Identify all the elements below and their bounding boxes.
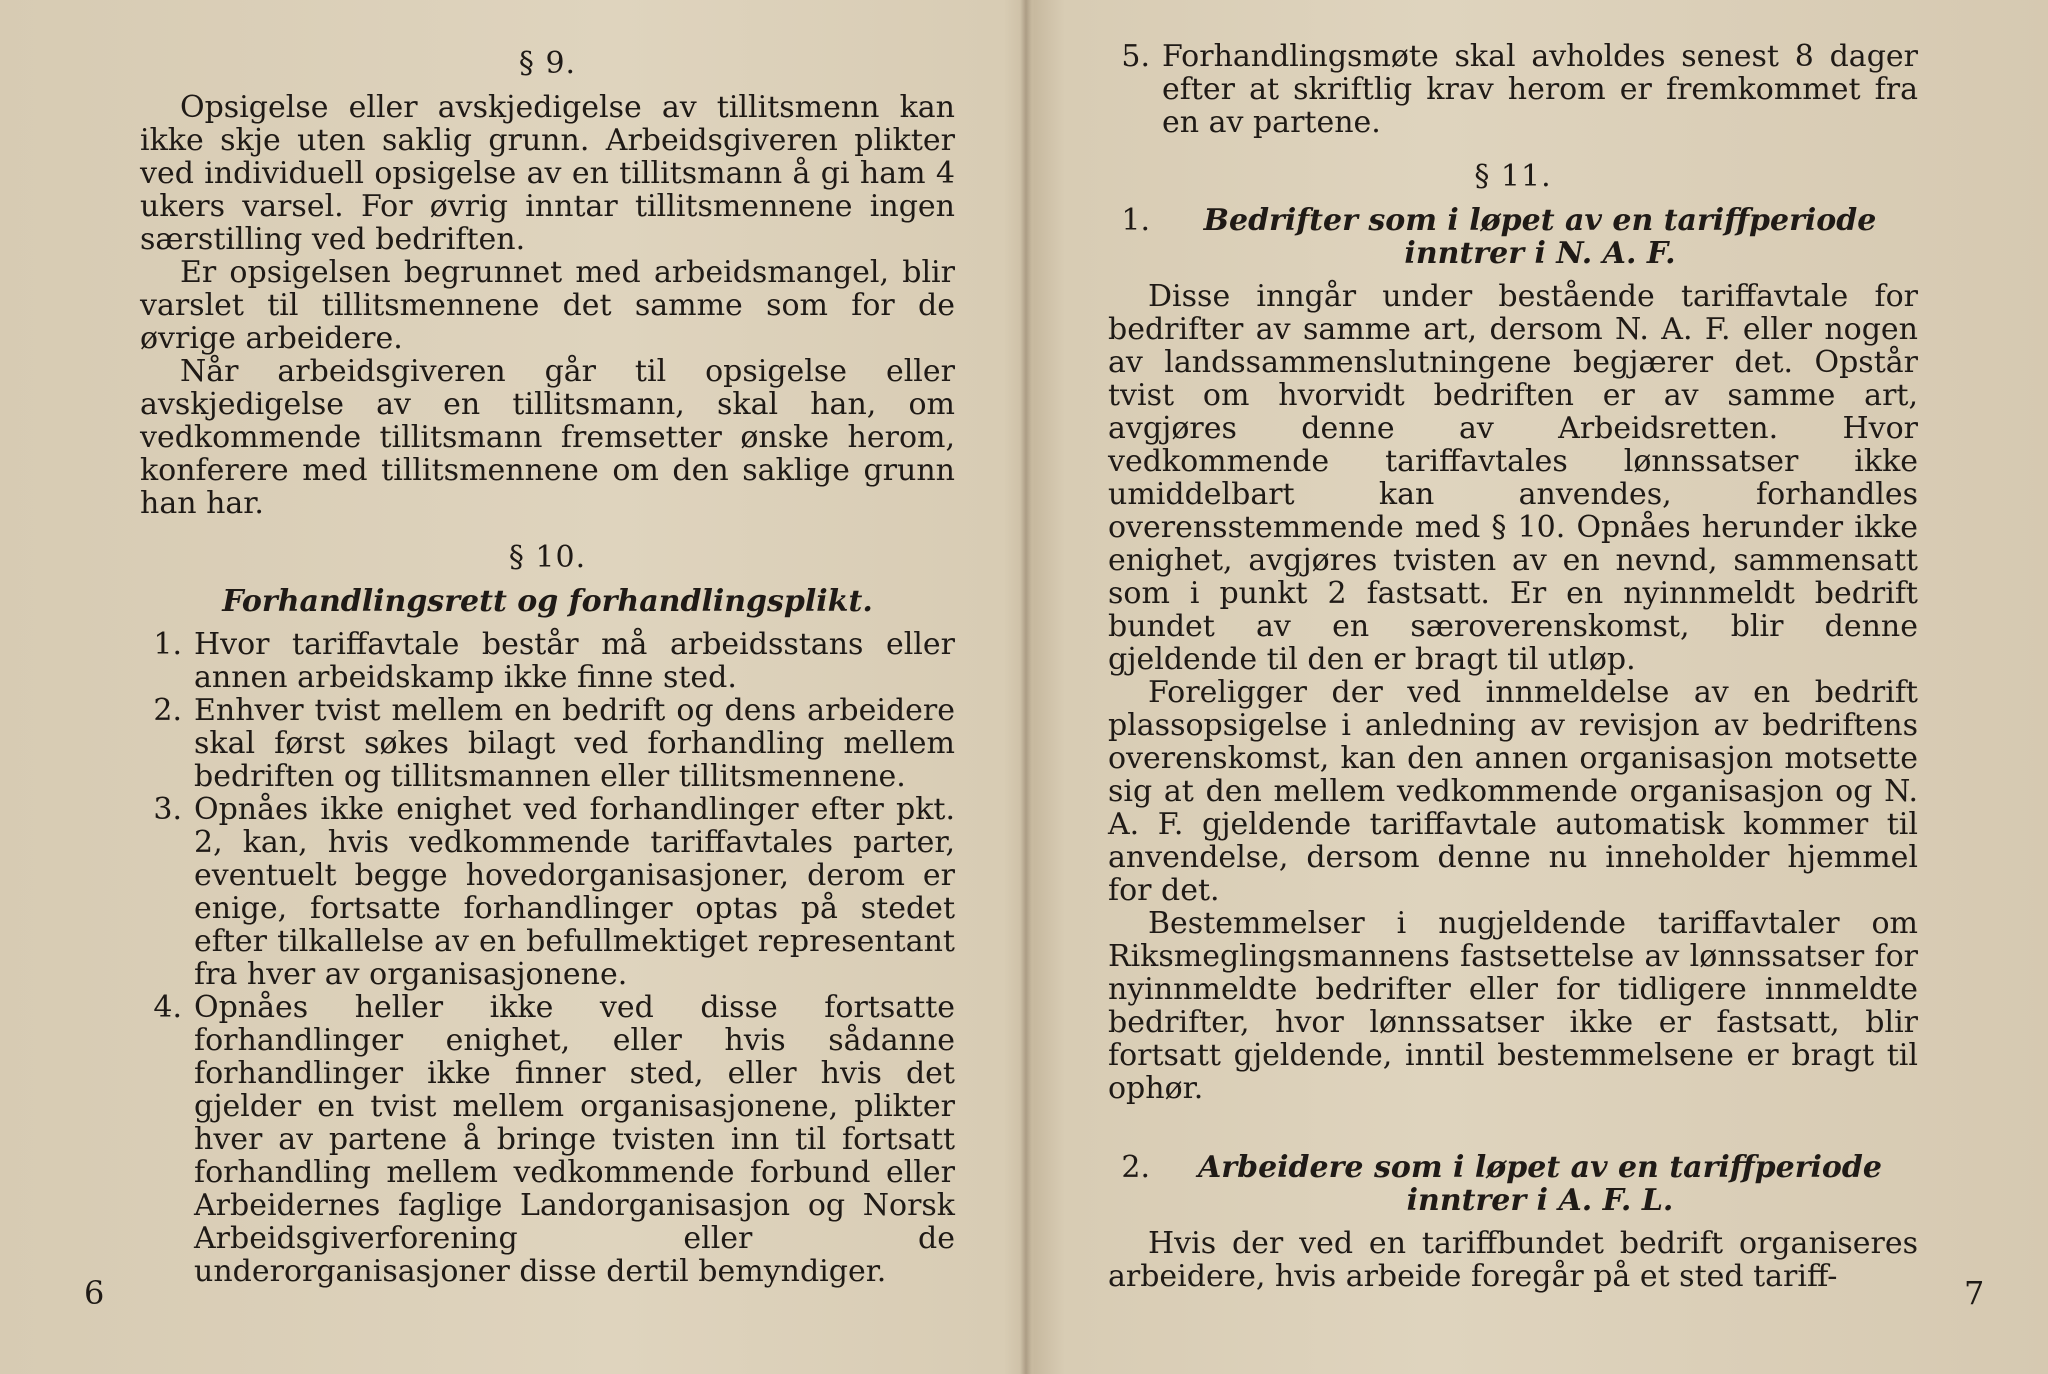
left-page bbox=[140, 40, 955, 1288]
subsection-title: Arbeidere som i løpet av en tariffperiode inntrer i A. F. L. bbox=[1198, 1150, 1882, 1218]
section-10-mark: § 10. bbox=[508, 540, 587, 575]
subsection-title: Bedrifter som i løpet av en tariffperiode inntrer i N. A. F. bbox=[1203, 203, 1877, 271]
item-text: Enhver tvist mellem en bedrift og dens arbeidere skal først søkes bilagt ved forhandling mellem bedriften og tillitsmannen eller tillitsmennene. bbox=[194, 693, 955, 794]
left-page-number: 6 bbox=[84, 1274, 105, 1312]
item-text: Opnåes heller ikke ved disse fortsatte forhandlinger enighet, eller hvis sådanne forhandlinger ikke finner sted, eller hvis det gjelder en tvist mellem organisasjonene, plikter hver av partene å bringe tvisten inn til fortsatt forhandling mellem vedkommende forbund eller Arbeidernes faglige Landorganisasjon og Norsk Arbeidsgiverforening eller de underorganisasjoner disse dertil bemyndiger. bbox=[194, 990, 955, 1289]
section-11-mark: § 11. bbox=[1474, 159, 1552, 194]
item-text: Forhandlingsmøte skal avholdes senest 8 dager efter at skriftlig krav herom er fremkommet fra en av partene. bbox=[1162, 39, 1918, 140]
section-11-paragraph-4: Hvis der ved en tariffbundet bedrift organiseres arbeidere, hvis arbeide foregår på et sted tariff- bbox=[1108, 1226, 1918, 1294]
section-11-paragraph-2: Foreligger der ved innmeldelse av en bedrift plassopsigelse i anledning av revisjon av bedriftens overenskomst, kan den annen organisasjon motsette sig at den mellem vedkommende organisasjon og N. A. F. gjeldende tariffavtale automatisk kommer til anvendelse, dersom denne nu inneholder hjemmel for det. bbox=[1108, 675, 1918, 908]
list-item bbox=[140, 694, 955, 793]
subsection-2-heading bbox=[1108, 1151, 1918, 1227]
item-text: Opnåes ikke enighet ved forhandlinger efter pkt. 2, kan, hvis vedkommende tariffavtales parter, eventuelt begge hovedorganisasjoner, derom er enige, fortsatte forhandlinger optas på stedet efter tilkallelse av en befullmektiget representant fra hver av organisasjonene. bbox=[194, 792, 955, 992]
item-number: 1. bbox=[153, 627, 182, 662]
subsection-number: 2. bbox=[1121, 1150, 1150, 1185]
list-item bbox=[140, 793, 955, 991]
list-item bbox=[140, 628, 955, 694]
right-page bbox=[1108, 40, 1918, 1293]
item-number: 5. bbox=[1121, 39, 1150, 74]
section-9-paragraph-2: Er opsigelsen begrunnet med arbeidsmangel, blir varslet til tillitsmennene det samme som for de øvrige arbeidere. bbox=[140, 255, 955, 356]
item-text: Hvor tariffavtale består må arbeidsstans eller annen arbeidskamp ikke finne sted. bbox=[194, 627, 955, 695]
section-11-paragraph-1: Disse inngår under bestående tariffavtale for bedrifter av samme art, dersom N. A. F. eller nogen av landssammenslutningene begjærer det. Opstår tvist om hvorvidt bedriften er av samme art, avgjøres denne av Arbeidsretten. Hvor vedkommende tariffavtales lønnssatser ikke umiddelbart kan anvendes, forhandles overensstemmende med § 10. Opnåes herunder ikke enighet, avgjøres tvisten av en nevnd, sammensatt som i punkt 2 fastsatt. Er en nyinnmeldt bedrift bundet av en særoverenskomst, blir denne gjeldende til den er bragt til utløp. bbox=[1108, 279, 1918, 677]
section-9-paragraph-3: Når arbeidsgiveren går til opsigelse eller avskjedigelse av en tillitsmann, skal han, om vedkommende tillitsmann fremsetter ønske herom, konferere med tillitsmennene om den saklige grunn han har. bbox=[140, 354, 955, 521]
section-11-paragraph-3: Bestemmelser i nugjeldende tariffavtaler om Riksmeglingsmannens fastsettelse av lønnssatser for nyinnmeldte bedrifter eller for tidligere innmeldte bedrifter, hvor lønnssatser ikke er fastsatt, blir fortsatt gjeldende, inntil bestemmelsene er bragt til ophør. bbox=[1108, 906, 1918, 1106]
list-item bbox=[140, 991, 955, 1288]
subsection-1-heading bbox=[1108, 204, 1918, 280]
right-page-number: 7 bbox=[1964, 1274, 1985, 1312]
section-9-paragraph-1: Opsigelse eller avskjedigelse av tillitsmenn kan ikke skje uten saklig grunn. Arbeidsgiveren plikter ved individuell opsigelse av en tillitsmann å gi ham 4 ukers varsel. For øvrig inntar tillitsmennene ingen særstilling ved bedriften. bbox=[140, 90, 955, 257]
section-9-mark: § 9. bbox=[518, 46, 577, 81]
item-number: 2. bbox=[153, 693, 182, 728]
item-number: 4. bbox=[153, 990, 182, 1025]
subsection-number: 1. bbox=[1121, 203, 1150, 238]
item-number: 3. bbox=[153, 792, 182, 827]
section-10-heading: Forhandlingsrett og forhandlingsplikt. bbox=[222, 584, 873, 619]
book-gutter bbox=[1020, 0, 1032, 1374]
list-item bbox=[1108, 40, 1918, 139]
